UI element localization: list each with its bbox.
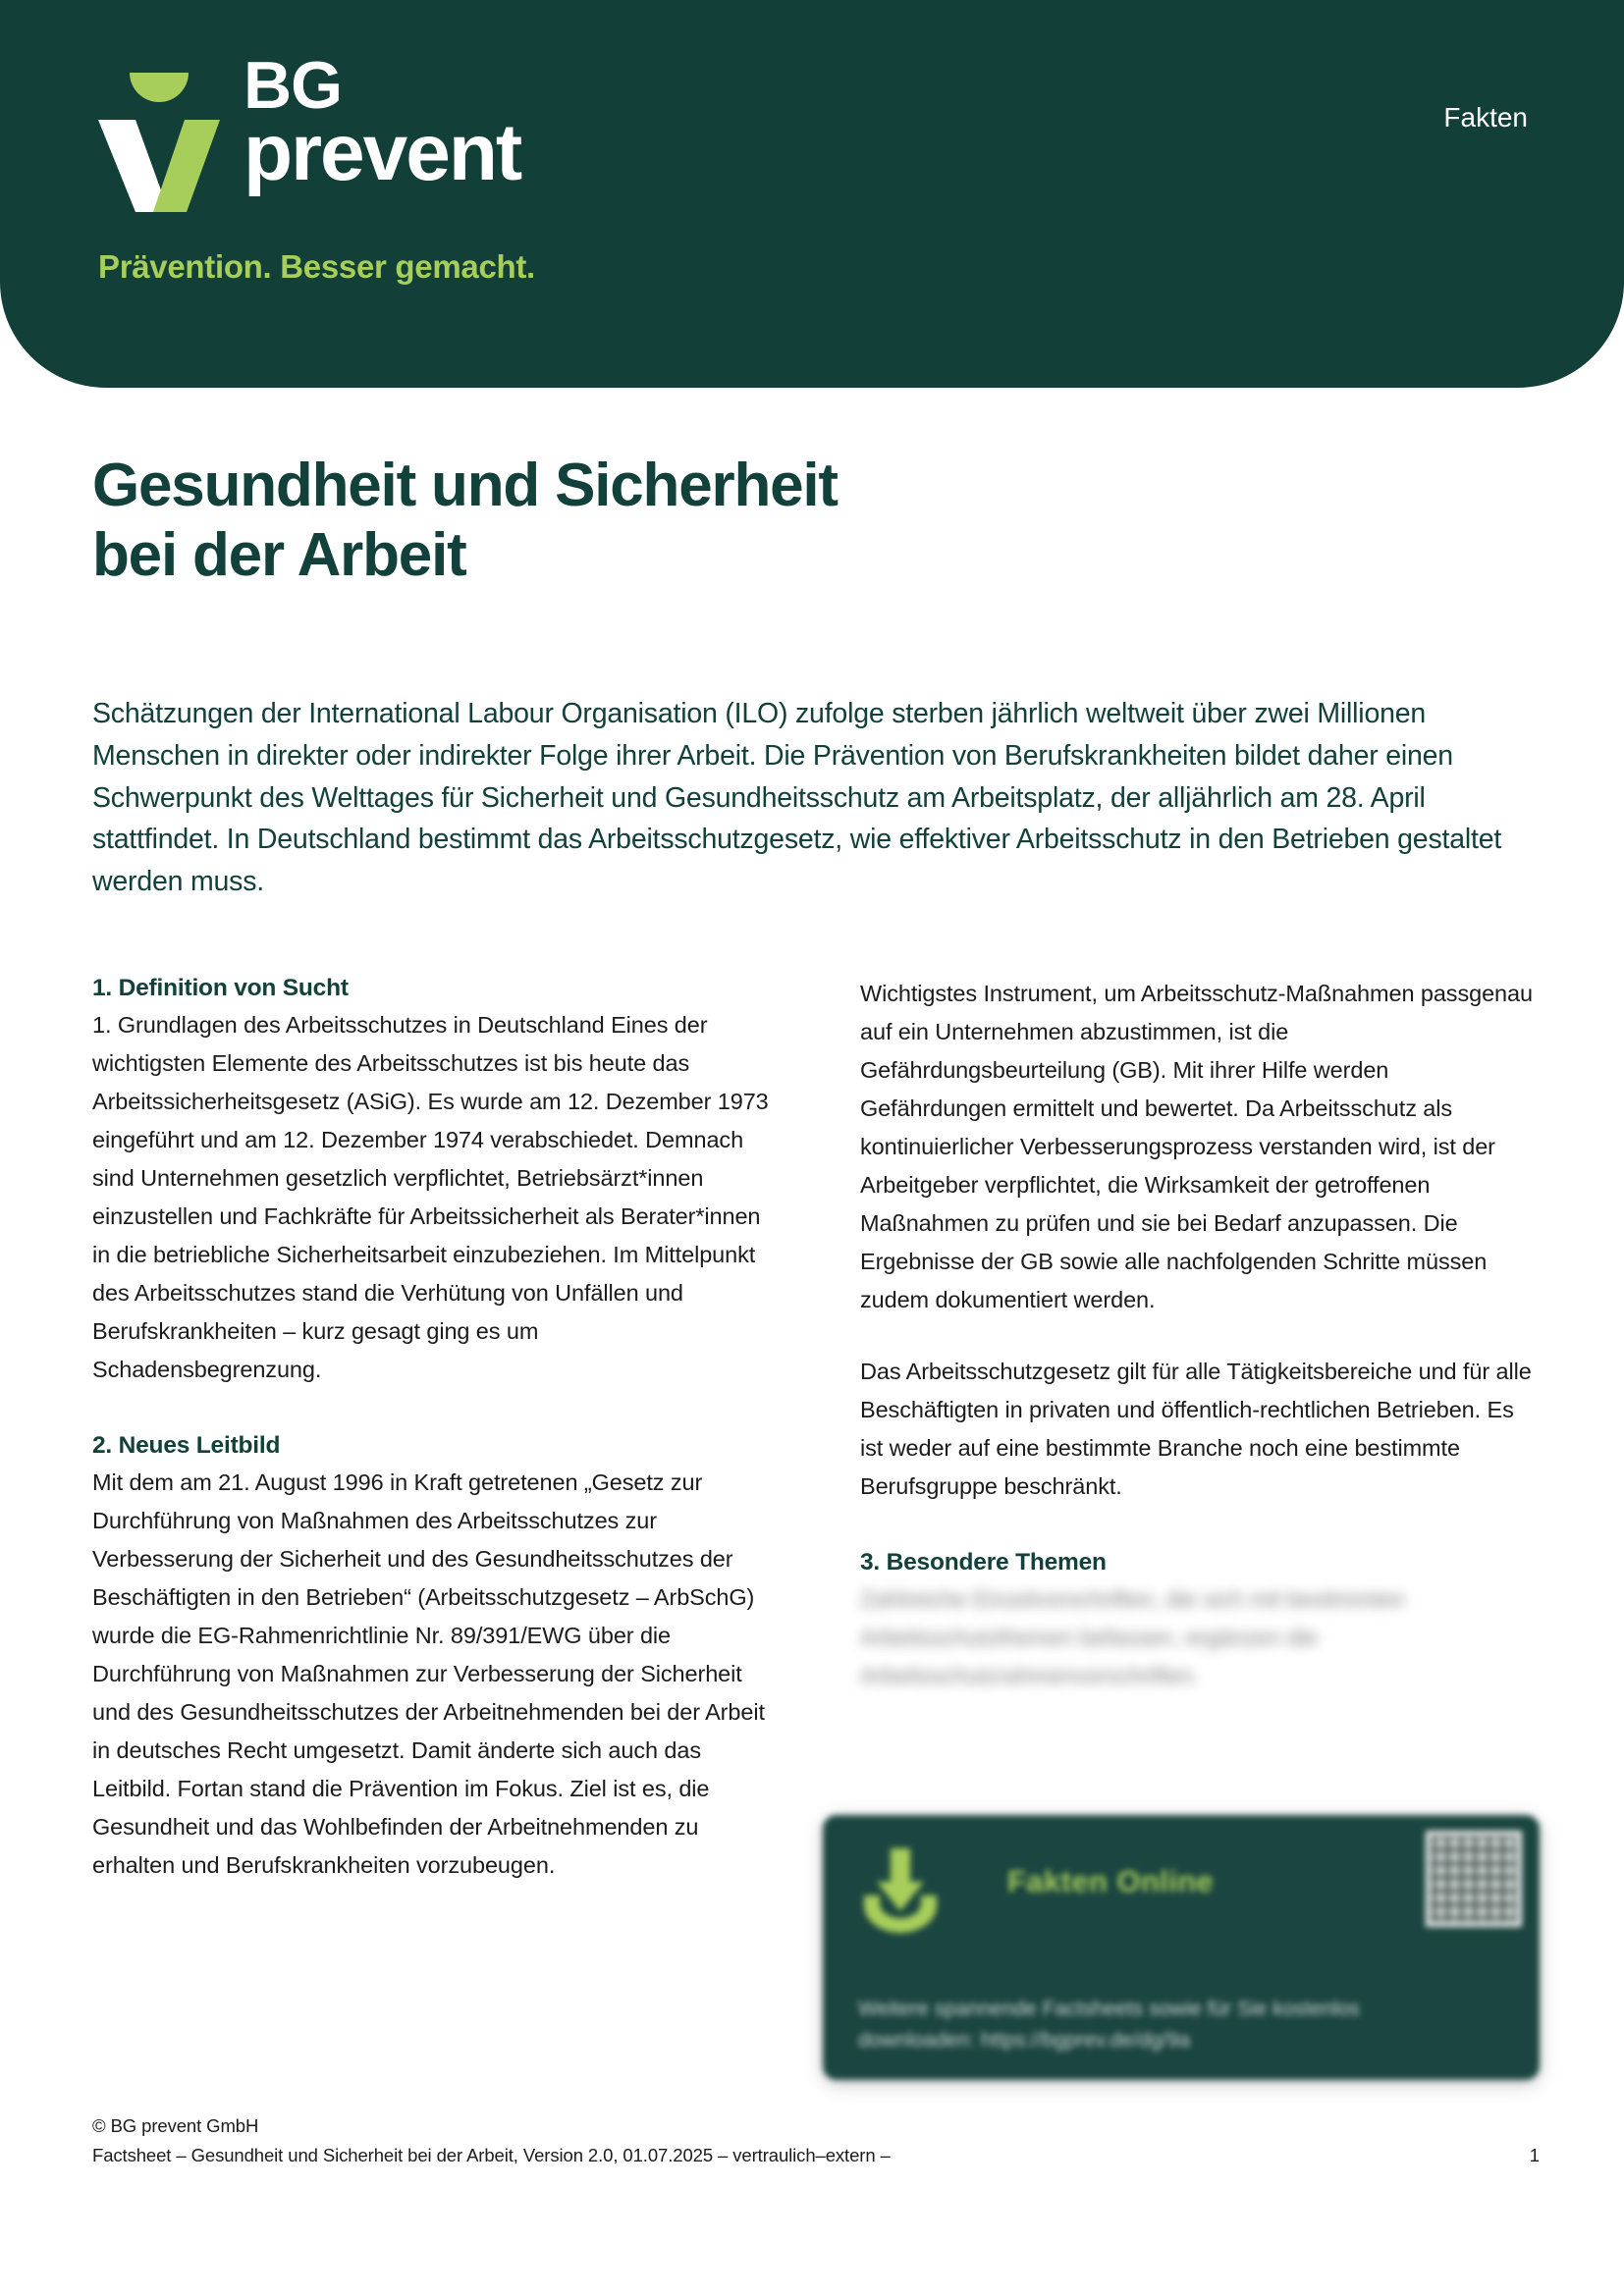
right-paragraph-1: Wichtigstes Instrument, um Arbeitsschutz-Maßnahmen passgenau auf ein Unternehmen abzustimmen, ist die Gefährdungsbeurteilung (GB). Mit ihrer Hilfe werden Gefährdungen ermittelt und bewertet. Da Arbeitsschutz als kontinuierlicher Verbesserungsprozess verstanden wird, ist der Arbeitgeber verpflichtet, die Wirksamkeit der getroffenen Maßnahmen zu prüfen und sie bei Bedarf anzupassen. Die Ergebnisse der GB sowie alle nachfolgenden Schritte müssen zudem dokumentiert werden. xyxy=(860,981,1533,1312)
cta-body-text: Weitere spannende Factsheets sowie für Sie kostenlos downloaden: https://bgprev.de/dg/9a xyxy=(858,1998,1360,2053)
footer-meta: Factsheet – Gesundheit und Sicherheit bei der Arbeit, Version 2.0, 01.07.2025 – vertraulich–extern – xyxy=(92,2145,891,2166)
page-title: Gesundheit und Sicherheit bei der Arbeit xyxy=(92,452,838,589)
section-3-text: Zahlreiche Einzelvorschriften, die sich mit bestimmten Arbeitsschutzthemen befassen, ergänzen die Arbeitsschutzrahmenvorschriften. xyxy=(860,1586,1405,1688)
section-3-heading: 3. Besondere Themen xyxy=(860,1549,1107,1575)
section-2-heading: 2. Neues Leitbild xyxy=(92,1432,281,1459)
brand-wordmark xyxy=(244,48,521,197)
section-2-text: Mit dem am 21. August 1996 in Kraft getretenen „Gesetz zur Durchführung von Maßnahmen des Arbeitsschutzes zur Verbesserung der Sicherheit und des Gesundheitsschutzes der Beschäftigten in den Betrieben“ (Arbeitsschutzgesetz – ArbSchG) wurde die EG-Rahmenrichtlinie Nr. 89/391/EWG über die Durchführung von Maßnahmen zur Verbesserung der Sicherheit und des Gesundheitsschutzes der Arbeitnehmenden bei der Arbeit in deutsches Recht umgesetzt. Damit änderte sich auch das Leitbild. Fortan stand die Prävention im Fokus. Ziel ist es, die Gesundheit und das Wohlbefinden der Arbeitnehmenden zu erhalten und Berufskrankheiten vorzubeugen. xyxy=(92,1469,765,1878)
left-column xyxy=(92,975,772,1885)
right-paragraph-2: Das Arbeitsschutzgesetz gilt für alle Tätigkeitsbereiche und für alle Beschäftigten in privaten und öffentlich-rechtlichen Betrieben. Es ist weder auf eine bestimmte Branche noch eine bestimmte Berufsgruppe beschränkt. xyxy=(860,1359,1532,1499)
document-category-label: Fakten xyxy=(1443,102,1528,133)
section-1-heading: 1. Definition von Sucht xyxy=(92,975,349,1001)
brand-wordmark-line1: BG xyxy=(244,48,342,123)
brand-wordmark-line2: prevent xyxy=(244,107,521,197)
brand-logo xyxy=(96,48,521,212)
download-icon xyxy=(858,1844,943,1935)
bg-prevent-logo-icon xyxy=(96,65,222,212)
cta-title: Fakten Online xyxy=(1007,1864,1215,1898)
qr-code-icon xyxy=(1426,1831,1522,1927)
page-footer xyxy=(92,2111,1540,2170)
body-columns xyxy=(92,975,1540,1885)
lead-paragraph: Schätzungen der International Labour Organisation (ILO) zufolge sterben jährlich weltweit über zwei Millionen Menschen in direkter oder indirekter Folge ihrer Arbeit. Die Prävention von Berufskrankheiten bildet daher einen Schwerpunkt des Welttages für Sicherheit und Gesundheitsschutz am Arbeitsplatz, der alljährlich am 28. April stattfindet. In Deutschland bestimmt das Arbeitsschutzgesetz, wie effektiver Arbeitsschutz in den Betrieben gestaltet werden muss. xyxy=(92,698,1502,897)
right-column xyxy=(860,975,1540,1885)
header-band xyxy=(0,0,1624,388)
brand-tagline: Prävention. Besser gemacht. xyxy=(98,248,535,285)
fakten-online-cta-card[interactable] xyxy=(823,1815,1540,2080)
section-1-text: 1. Grundlagen des Arbeitsschutzes in Deutschland Eines der wichtigsten Elemente des Arbeitsschutzes ist bis heute das Arbeitssicherheitsgesetz (ASiG). Es wurde am 12. Dezember 1973 eingeführt und am 12. Dezember 1974 verabschiedet. Demnach sind Unternehmen gesetzlich verpflichtet, Betriebsärzt*innen einzustellen und Fachkräfte für Arbeitssicherheit als Berater*innen in die betriebliche Sicherheitsarbeit einzubeziehen. Im Mittelpunkt des Arbeitsschutzes stand die Verhütung von Unfällen und Berufskrankheiten – kurz gesagt ging es um Schadensbegrenzung. xyxy=(92,1012,769,1382)
footer-page-number: 1 xyxy=(1529,2145,1540,2166)
footer-copyright: © BG prevent GmbH xyxy=(92,2115,259,2137)
